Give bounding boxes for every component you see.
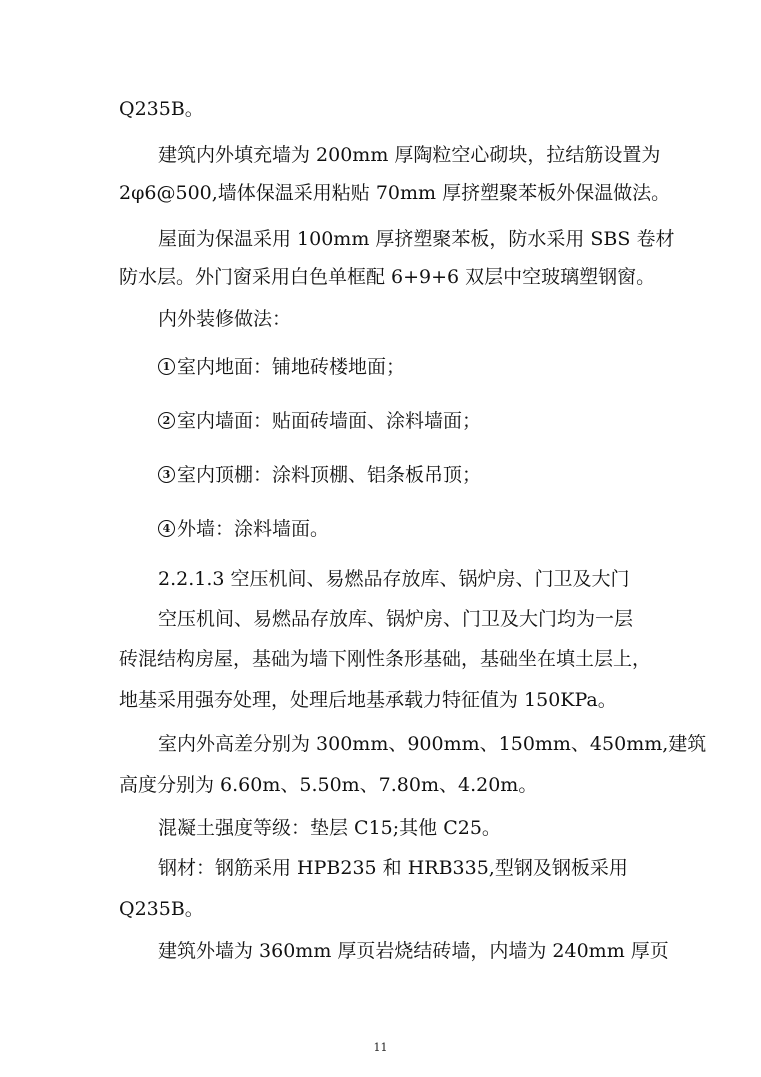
finish-item-text: 室内墙面：贴面砖墙面、涂料墙面； [177, 410, 482, 432]
page-number: 11 [373, 1041, 388, 1054]
paragraph-line: 屋面为保温采用 100mm 厚挤塑聚苯板，防水采用 SBS 卷材 [158, 228, 675, 250]
circled-number-icon: 1 [158, 358, 175, 375]
section-line: 高度分别为 6.60m、5.50m、7.80m、4.20m。 [119, 774, 538, 796]
section-line: 室内外高差分别为 300mm、900mm、150mm、450mm,建筑 [158, 733, 707, 755]
finish-item [0, 463, 761, 487]
section-heading: 2.2.1.3 空压机间、易燃品存放库、锅炉房、门卫及大门 [158, 568, 630, 590]
finish-item [0, 355, 761, 379]
paragraph-line: 内外装修做法： [158, 308, 292, 330]
section-line: Q235B。 [119, 898, 204, 920]
finish-item [0, 517, 761, 541]
paragraph-line: Q235B。 [119, 98, 204, 120]
section-line: 空压机间、易燃品存放库、锅炉房、门卫及大门均为一层 [158, 608, 634, 630]
section-line: 砖混结构房屋，基础为墙下刚性条形基础，基础坐在填土层上， [119, 648, 652, 670]
finish-item [0, 409, 761, 433]
finish-item-text: 外墙：涂料墙面。 [177, 518, 330, 540]
circled-number-icon: 2 [158, 412, 175, 429]
section-line: 钢材：钢筋采用 HPB235 和 HRB335,型钢及钢板采用 [158, 857, 628, 879]
finish-item-text: 室内顶棚：涂料顶棚、铝条板吊顶； [177, 464, 482, 486]
paragraph-line: 建筑内外填充墙为 200mm 厚陶粒空心砌块，拉结筋设置为 [158, 144, 661, 166]
finish-item-text: 室内地面：铺地砖楼地面； [177, 356, 406, 378]
circled-number-icon: 3 [158, 466, 175, 483]
paragraph-line: 防水层。外门窗采用白色单框配 6+9+6 双层中空玻璃塑钢窗。 [119, 266, 656, 288]
paragraph-line: 2φ6@500,墙体保温采用粘贴 70mm 厚挤塑聚苯板外保温做法。 [119, 182, 671, 204]
circled-number-icon: 4 [158, 520, 175, 537]
section-line: 混凝土强度等级：垫层 C15;其他 C25。 [158, 817, 501, 839]
section-line: 地基采用强夯处理，处理后地基承载力特征值为 150KPa。 [119, 689, 617, 711]
section-line: 建筑外墙为 360mm 厚页岩烧结砖墙，内墙为 240mm 厚页 [158, 940, 669, 962]
